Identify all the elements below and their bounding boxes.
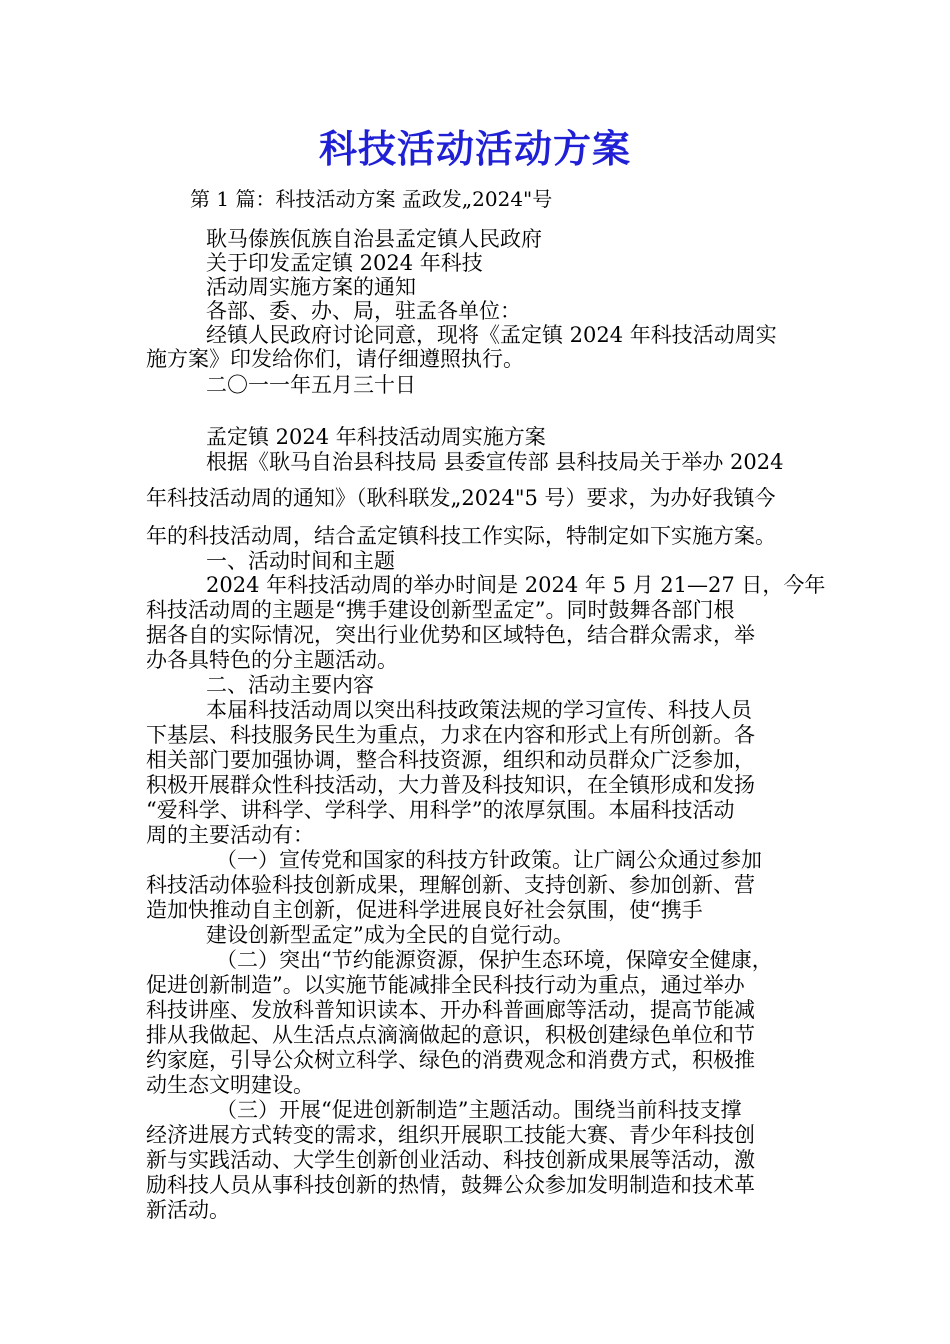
text-line: 科技活动周的主题是“携手建设创新型孟定”。同时鼓舞各部门根 <box>146 598 735 622</box>
text-line: （一）宣传党和国家的科技方针政策。让广阔公众通过参加 <box>216 848 762 872</box>
text-line: 经济进展方式转变的需求，组织开展职工技能大赛、青少年科技创 <box>146 1123 755 1147</box>
text-line: 相关部门要加强协调，整合科技资源，组织和动员群众广泛参加， <box>146 748 755 772</box>
text-line: 排从我做起、从生活点点滴滴做起的意识，积极创建绿色单位和节 <box>146 1023 755 1047</box>
text-line: 据各自的实际情况，突出行业优势和区域特色，结合群众需求，举 <box>146 623 755 647</box>
text-line: 下基层、科技服务民生为重点，力求在内容和形式上有所创新。各 <box>146 723 755 747</box>
text-line: 新与实践活动、大学生创新创业活动、科技创新成果展等活动，激 <box>146 1148 755 1172</box>
text-line: 年科技活动周的通知》（耿科联发„2024"5 号）要求，为办好我镇今 <box>146 486 776 510</box>
text-line: 建设创新型孟定”成为全民的自觉行动。 <box>206 923 574 947</box>
text-line: 本届科技活动周以突出科技政策法规的学习宣传、科技人员 <box>206 698 752 722</box>
text-line: 各部、委、办、局，驻孟各单位： <box>206 299 521 323</box>
text-line: 经镇人民政府讨论同意，现将《孟定镇 2024 年科技活动周实 <box>206 323 777 347</box>
text-line: 动生态文明建设。 <box>146 1073 314 1097</box>
text-line: 促进创新制造”。以实施节能减排全民科技行动为重点，通过举办 <box>146 973 745 997</box>
text-line: 活动周实施方案的通知 <box>206 275 416 299</box>
text-line: 耿马傣族佤族自治县孟定镇人民政府 <box>206 227 542 251</box>
text-line: “爱科学、讲科学、学科学、用科学”的浓厚氛围。本届科技活动 <box>146 798 735 822</box>
text-line: 施方案》印发给你们，请仔细遵照执行。 <box>146 347 524 371</box>
text-line: 科技活动体验科技创新成果，理解创新、支持创新、参加创新、营 <box>146 873 755 897</box>
text-line: 孟定镇 2024 年科技活动周实施方案 <box>206 425 546 449</box>
text-line: 积极开展群众性科技活动，大力普及科技知识，在全镇形成和发扬 <box>146 773 755 797</box>
text-line: 励科技人员从事科技创新的热情，鼓舞公众参加发明制造和技术革 <box>146 1173 755 1197</box>
text-line: 根据《耿马自治县科技局 县委宣传部 县科技局关于举办 2024 <box>206 450 784 474</box>
text-line: 约家庭，引导公众树立科学、绿色的消费观念和消费方式，积极推 <box>146 1048 755 1072</box>
text-line: 一、活动时间和主题 <box>206 549 395 573</box>
text-line: 二〇一一年五月三十日 <box>206 373 416 397</box>
text-line: 造加快推动自主创新，促进科学进展良好社会氛围，使“携手 <box>146 898 703 922</box>
text-line: （二）突出“节约能源资源，保护生态环境，保障安全健康， <box>216 948 773 972</box>
text-line: 科技讲座、发放科普知识读本、开办科普画廊等活动，提高节能减 <box>146 998 755 1022</box>
text-line: （三）开展“促进创新制造”主题活动。围绕当前科技支撑 <box>216 1098 742 1122</box>
document-title: 科技活动活动方案 <box>318 127 631 171</box>
text-line: 2024 年科技活动周的举办时间是 2024 年 5 月 21—27 日，今年 <box>206 573 826 597</box>
text-line: 周的主要活动有： <box>146 823 314 847</box>
text-line: 办各具特色的分主题活动。 <box>146 648 398 672</box>
text-line: 新活动。 <box>146 1198 230 1222</box>
text-line: 年的科技活动周，结合孟定镇科技工作实际，特制定如下实施方案。 <box>146 524 776 548</box>
text-line: 二、活动主要内容 <box>206 673 374 697</box>
subtitle-line: 第 1 篇：科技活动方案 孟政发„2024"号 <box>190 187 553 211</box>
text-line: 关于印发孟定镇 2024 年科技 <box>206 251 483 275</box>
